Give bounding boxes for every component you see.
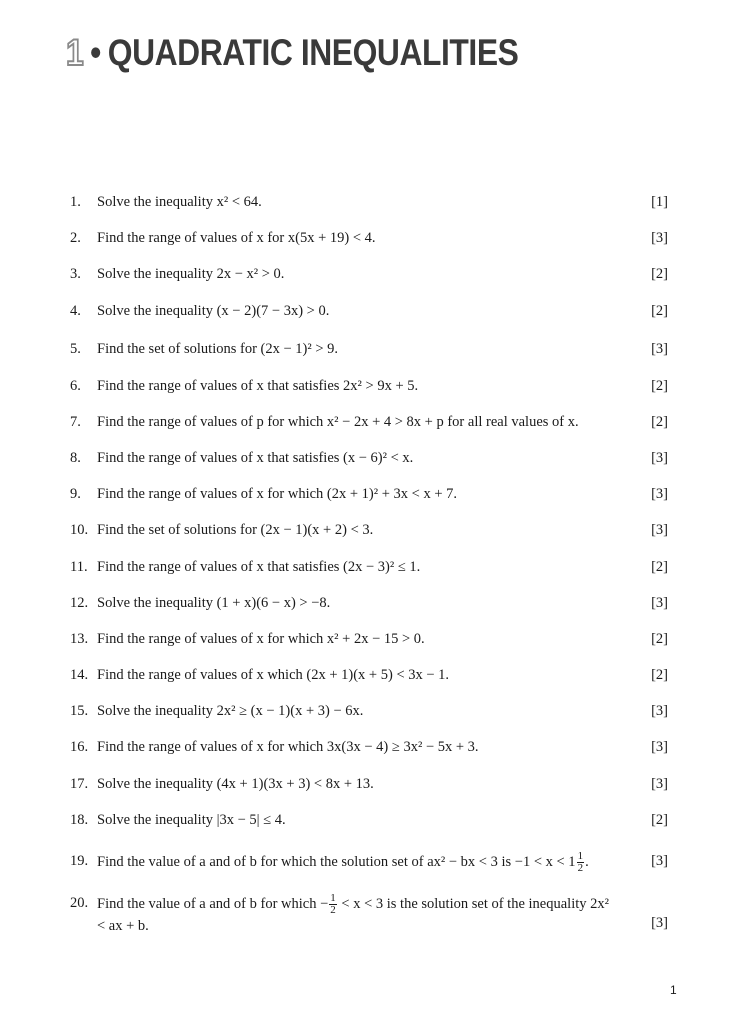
question-marks: [2] [651,631,668,647]
question-marks: [3] [651,595,668,611]
question-number: 20. [70,895,89,911]
fraction: $\frac{1}{2}$ [330,892,336,916]
question-marks: [2] [651,303,668,319]
question-text: Find the range of values of x for which x² + 2x − 15 > 0. [97,631,425,647]
question-marks: [3] [651,915,668,931]
question-number: 18. [70,812,89,828]
question-number: 11. [70,559,88,575]
question-marks: [2] [651,414,668,430]
question-marks: [2] [651,266,668,282]
question-marks: [2] [651,667,668,683]
chapter-number: 1 [66,32,84,73]
question-text: Find the value of a and of b for which − $\frac{1}{2}$ < x < 3 is the solution set of the inequality 2x² < ax + b. [97,892,609,934]
question-marks: [2] [651,378,668,394]
title-bullet: • [90,32,101,73]
question-number: 6. [70,378,81,394]
question-text: Solve the inequality (4x + 1)(3x + 3) < 8x + 13. [97,776,374,792]
chapter-title: QUADRATIC INEQUALITIES [107,32,519,73]
question-number: 13. [70,631,89,647]
question-number: 1. [70,194,81,210]
question-text: Find the range of values of p for which x² − 2x + 4 > 8x + p for all real values of x. [97,414,579,430]
question-marks: [3] [651,341,668,357]
question-text: Find the range of values of x which (2x + 1)(x + 5) < 3x − 1. [97,667,450,683]
question-number: 16. [70,739,89,755]
question-number: 15. [70,703,89,719]
question-text: Find the range of values of x that satisfies 2x² > 9x + 5. [97,378,419,394]
question-number: 5. [70,341,81,357]
page-title [66,32,518,74]
question-marks: [3] [651,776,668,792]
question-number: 19. [70,853,89,869]
question-text: Find the set of solutions for (2x − 1)(x + 2) < 3. [97,522,374,538]
question-text: Solve the inequality 2x − x² > 0. [97,266,285,282]
question-text: Solve the inequality (x − 2)(7 − 3x) > 0. [97,303,330,319]
question-marks: [3] [651,739,668,755]
question-number: 8. [70,450,81,466]
question-text: Find the value of a and of b for which the solution set of ax² − bx < 3 is −1 < x < 1 $\frac{1}{2}$ . [97,850,589,874]
question-marks: [3] [651,486,668,502]
question-text: Find the range of values of x for which 3x(3x − 4) ≥ 3x² − 5x + 3. [97,739,479,755]
question-number: 12. [70,595,89,611]
question-marks: [2] [651,559,668,575]
question-marks: [3] [651,522,668,538]
question-number: 2. [70,230,81,246]
question-number: 9. [70,486,81,502]
page-number: 1 [670,983,677,997]
question-text: Solve the inequality (1 + x)(6 − x) > −8. [97,595,331,611]
question-marks: [3] [651,450,668,466]
question-number: 3. [70,266,81,282]
question-marks: [3] [651,703,668,719]
question-number: 7. [70,414,81,430]
fraction: $\frac{1}{2}$ [577,850,584,874]
question-marks: [2] [651,812,668,828]
question-text: Solve the inequality 2x² ≥ (x − 1)(x + 3) − 6x. [97,703,364,719]
question-marks: [3] [651,230,668,246]
question-number: 10. [70,522,89,538]
question-number: 17. [70,776,89,792]
question-marks: [1] [651,194,668,210]
question-number: 4. [70,303,81,319]
question-text: Find the range of values of x that satisfies (x − 6)² < x. [97,450,414,466]
question-number: 14. [70,667,89,683]
question-text: Find the range of values of x for which (2x + 1)² + 3x < x + 7. [97,486,458,502]
question-text: Find the range of values of x for x(5x + 19) < 4. [97,230,376,246]
question-marks: [3] [651,853,668,869]
question-text: Find the range of values of x that satisfies (2x − 3)² ≤ 1. [97,559,421,575]
question-text: Solve the inequality |3x − 5| ≤ 4. [97,812,286,828]
question-text: Solve the inequality x² < 64. [97,194,262,210]
question-text: Find the set of solutions for (2x − 1)² > 9. [97,341,339,357]
